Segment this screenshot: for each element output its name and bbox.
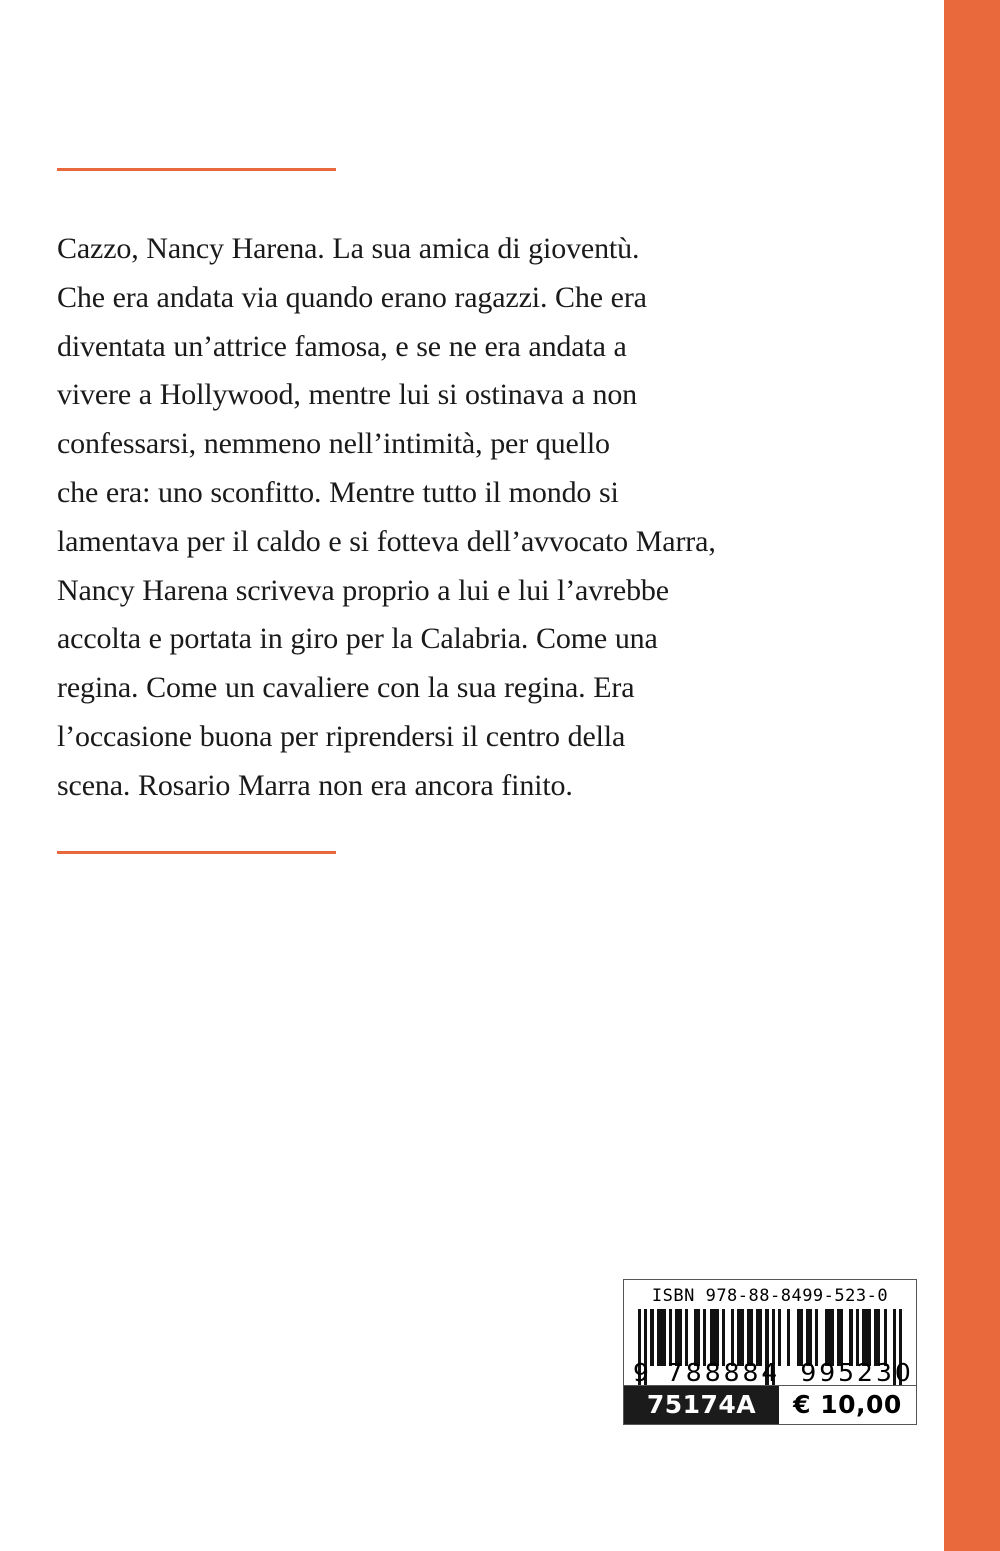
blurb-text: Cazzo, Nancy Harena. La sua amica di gioventù. Che era andata via quando erano ragazzi. Che era diventata un’attrice famosa, e se ne era andata a vivere a Hollywood, mentre lui si ostinava a non confessarsi, nemmeno nell’intimità, per quello che era: uno sconfitto. Mentre tutto il mondo si lamentava per il caldo e si fotteva dell’avvocato Marra, Nancy Harena scriveva proprio a lui e lui l’avrebbe accolta e portata in giro per la Calabria. Come una regina. Come un cavaliere con la sua regina. Era l’occasione buona per riprendersi il centro della scena. Rosario Marra non era ancora finito. — [57, 232, 716, 802]
price-label: € 10,00 — [779, 1386, 916, 1424]
barcode-symbol — [633, 1309, 914, 1387]
barcode-block — [623, 1279, 917, 1425]
back-cover-blurb — [57, 168, 747, 854]
isbn-label: ISBN 978-88-8499-523-0 — [651, 1286, 889, 1306]
ean-left-group: 788884 — [666, 1357, 781, 1387]
ean-right-group: 995230 — [800, 1357, 914, 1387]
barcode-upper — [624, 1280, 916, 1385]
ean-lead-digit: 9 — [633, 1357, 649, 1387]
barcode-bar — [787, 1309, 790, 1366]
blurb-rule-bottom — [57, 851, 336, 854]
barcode-human-readable — [625, 1357, 915, 1387]
barcode-lower — [624, 1385, 916, 1424]
barcode-bar — [650, 1309, 653, 1366]
product-code-badge: 75174A — [624, 1386, 779, 1424]
barcode-bar — [657, 1309, 666, 1366]
right-accent-band — [944, 0, 1000, 1551]
